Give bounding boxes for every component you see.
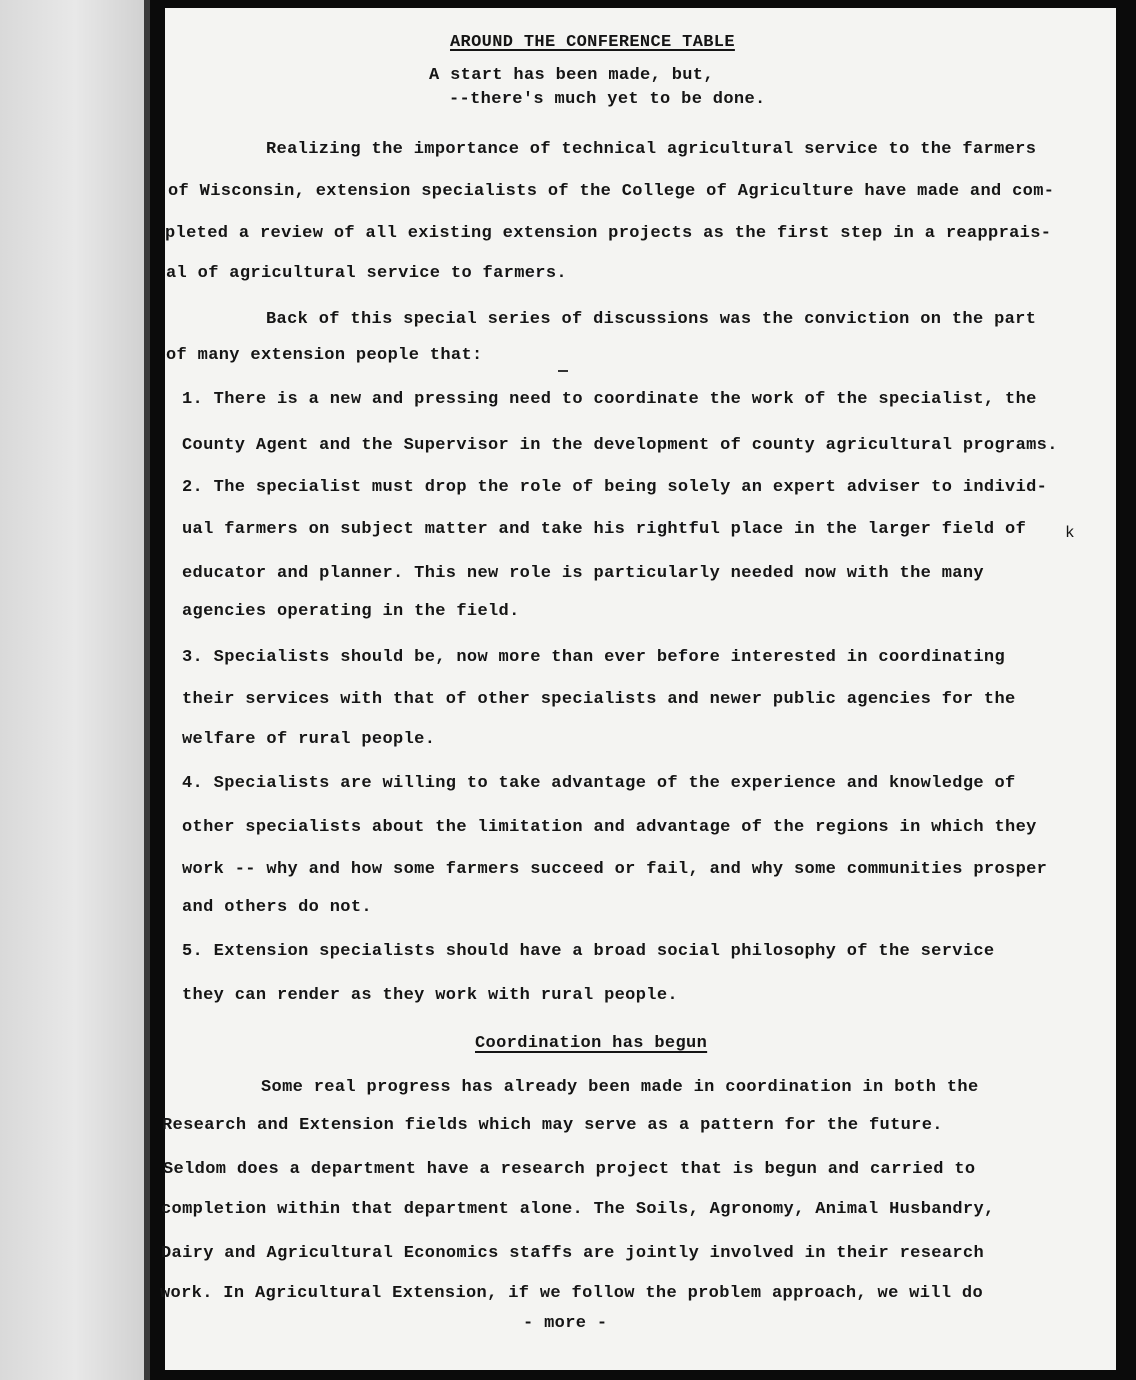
paragraph-2-line: Back of this special series of discussions was the conviction on the part — [266, 310, 1037, 329]
list-item-line: other specialists about the limitation and advantage of the regions in which they — [182, 818, 1037, 837]
paragraph-3-line: Some real progress has already been made in coordination in both the — [261, 1078, 979, 1097]
subtitle-line-1: A start has been made, but, — [429, 66, 714, 85]
section-heading: Coordination has begun — [475, 1034, 708, 1053]
list-item-line: their services with that of other specialists and newer public agencies for the — [182, 690, 1016, 709]
list-item-line: agencies operating in the field. — [182, 602, 520, 621]
paragraph-1-line: pleted a review of all existing extension projects as the first step in a reapprais- — [165, 224, 1052, 243]
paragraph-1-line: Realizing the importance of technical agricultural service to the farmers — [266, 140, 1037, 159]
margin-mark: k — [1065, 524, 1075, 542]
subtitle-line-2: --there's much yet to be done. — [449, 90, 766, 109]
list-item-line: and others do not. — [182, 898, 372, 917]
list-item-line: 1. There is a new and pressing need to coordinate the work of the specialist, the — [182, 390, 1037, 409]
list-item-line: County Agent and the Supervisor in the development of county agricultural programs. — [182, 436, 1058, 455]
adjacent-page-edge — [0, 0, 150, 1380]
list-item-line: educator and planner. This new role is particularly needed now with the many — [182, 564, 984, 583]
page-footer: - more - — [523, 1314, 608, 1333]
paragraph-3-line: Seldom does a department have a research project that is begun and carried to — [163, 1160, 976, 1179]
list-item-line: 5. Extension specialists should have a broad social philosophy of the service — [182, 942, 995, 961]
paragraph-3-line: work. In Agricultural Extension, if we follow the problem approach, we will do — [160, 1284, 984, 1303]
list-item-line: ual farmers on subject matter and take his rightful place in the larger field of — [182, 520, 1027, 539]
paragraph-3-line: Research and Extension fields which may serve as a pattern for the future. — [162, 1116, 943, 1135]
paragraph-3-line: Dairy and Agricultural Economics staffs are jointly involved in their research — [161, 1244, 985, 1263]
list-item-line: 4. Specialists are willing to take advantage of the experience and knowledge of — [182, 774, 1016, 793]
list-item-line: 2. The specialist must drop the role of being solely an expert adviser to individ- — [182, 478, 1048, 497]
list-item-line: work -- why and how some farmers succeed or fail, and why some communities prosper — [182, 860, 1048, 879]
list-item-line: welfare of rural people. — [182, 730, 436, 749]
paragraph-1-line: al of agricultural service to farmers. — [166, 264, 567, 283]
document-title: AROUND THE CONFERENCE TABLE — [450, 33, 735, 52]
document-page — [160, 8, 1116, 1370]
list-item-line: they can render as they work with rural people. — [182, 986, 678, 1005]
stray-mark — [558, 370, 568, 372]
paragraph-1-line: of Wisconsin, extension specialists of the College of Agriculture have made and com- — [168, 182, 1055, 201]
paragraph-2-line: of many extension people that: — [166, 346, 483, 365]
paragraph-3-line: completion within that department alone. The Soils, Agronomy, Animal Husbandry, — [161, 1200, 995, 1219]
list-item-line: 3. Specialists should be, now more than ever before interested in coordinating — [182, 648, 1006, 667]
